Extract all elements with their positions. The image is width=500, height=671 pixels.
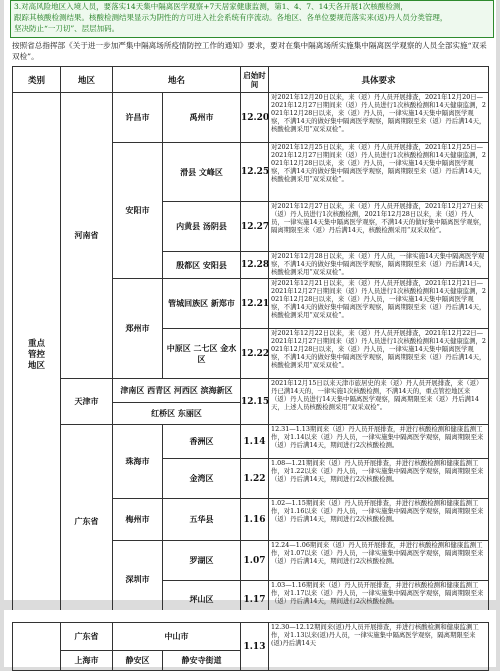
table-row [13, 425, 489, 459]
place-cell: 中原区 二七区 金水区 [163, 329, 241, 379]
place-cell: 红桥区 东丽区 [113, 403, 241, 425]
control-table-continued [12, 622, 489, 671]
province-cell: 上海市 [61, 651, 113, 671]
table-row [13, 93, 489, 143]
requirement-cell: 对2021年12月21日以来，来（返）丹人员开展排查，2021年12月21日—2021年12月27日期间来（返）丹人员进行1次核酸检测和14天健康监测，2021年12月28日以来，来（返）丹人员，一律实施14天集中隔离医学观察，不满14天的做好集中隔离医学观察，隔离期限至来（返）丹后满14天，核酸检测采用“双采双检”。 [269, 279, 489, 329]
province-cell: 广东省 [61, 425, 113, 619]
document-page-2 [4, 610, 496, 667]
category-cell [13, 623, 61, 671]
place-cell: 中山市 [113, 623, 241, 651]
place-cell: 坪山区 [163, 581, 241, 619]
notice-line: 3.对高风险地区入境人员，要落实14天集中隔离医学观察+7天居家健康监测，第1、4、7、14天各开展1次核酸检测， [14, 2, 408, 11]
table-row [13, 379, 489, 403]
place-cell: 内黄县 汤阴县 [163, 202, 241, 252]
date-cell: 1.16 [241, 499, 269, 541]
notice-line: 坚决防止“一刀切”、层层加码。 [14, 24, 120, 33]
requirement-cell: 对2021年12月28日以来，来（返）丹人员，一律实施14天集中隔离医学观察，不满14天的做好集中隔离医学观察，隔离期限至来（返）丹后满14天，核酸检测采用“双采双检”。 [269, 252, 489, 279]
city-cell: 珠海市 [113, 425, 163, 499]
date-cell: 12.22 [241, 329, 269, 379]
requirement-cell: 1.02—1.15期间来（返）丹人员开展排查，并进行核酸检测和健康监测工作，对1.16以来（返）丹人员，一律实施集中隔离医学观察，隔离期限至来（返）丹后满14天，期间进行2次核酸检测。 [269, 499, 489, 541]
control-table [12, 66, 489, 619]
policy-description: 按照省总指挥部《关于进一步加严集中隔离场所疫情防控工作的通知》要求，要对在集中隔离场所实施集中隔离医学观察的人员全部实施“双采双检”。 [12, 41, 487, 61]
date-cell: 1.13 [241, 623, 269, 671]
date-cell: 1.17 [241, 581, 269, 619]
table-header-row [13, 67, 489, 93]
place-cell: 禹州市 [163, 93, 241, 143]
header-place: 地名 [113, 67, 241, 93]
place-cell: 香洲区 [163, 425, 241, 459]
requirement-cell: 对2021年12月25日以来，来（返）丹人员开展排查，2021年12月25日—2021年12月27日期间来（返）丹人员进行1次核酸检测和14天健康监测，2021年12月28日以来，来（返）丹人员，一律实施14天集中隔离医学观察，不满14天的做好集中隔离医学观察，隔离期限至来（返）丹后满14天，核酸检测采用“双采双检”。 [269, 143, 489, 202]
notice-line: 跟踪其核酸检测结果。核酸检测结果显示为阴性的方可进入社会系统有序流动。各地区、各单位要规范落实来(返)丹人员分类管理， [14, 13, 448, 22]
city-cell: 安阳市 [113, 143, 163, 279]
requirement-cell: 12.30—12.12期间来(返)丹人员开展排查，并进行核酸检测和健康监测工作，对1.13以来(返)丹人员，一律实施集中隔离医学观察，隔离期限至来(返)丹后满14天 [269, 623, 489, 671]
requirement-cell: 1.03—1.16期间来（返）丹人员开展排查，并进行核酸检测和健康监测工作，对1.17以来（返）丹人员，一律实施集中隔离医学观察，隔离期限至来（返）丹后满14天，期间进行2次核酸检测。 [269, 581, 489, 619]
requirement-cell: 12.31—1.13期间来（返）丹人员开展排查，并进行核酸检测和健康监测工作，对1.14以来（返）丹人员，一律实施集中隔离医学观察，隔离期限至来（返）丹后满14天，期间进行2次核酸检测。 [269, 425, 489, 459]
place-cell: 殷都区 安阳县 [163, 252, 241, 279]
city-cell: 深圳市 [113, 541, 163, 619]
city-cell: 静安区 [113, 651, 163, 671]
city-cell: 郑州市 [113, 279, 163, 379]
place-cell: 滑县 文峰区 [163, 143, 241, 202]
header-requirement: 具体要求 [269, 67, 489, 93]
header-date: 启始时间 [241, 67, 269, 93]
notice-box [10, 0, 494, 38]
place-cell: 金湾区 [163, 459, 241, 499]
province-cell: 广东省 [61, 623, 113, 651]
requirement-cell: 12.24—1.06期间来（返）丹人员开展排查，并进行核酸检测和健康监测工作，对1.07以来（返）丹人员，一律实施集中隔离医学观察，隔离期限至来（返）丹后满14天，期间进行2次核酸检测。 [269, 541, 489, 581]
date-cell: 12.25 [241, 143, 269, 202]
province-cell: 河南省 [61, 93, 113, 379]
place-cell: 津南区 西青区 河西区 滨海新区 [113, 379, 241, 403]
place-cell: 静安寺街道 [163, 651, 241, 671]
province-cell: 天津市 [61, 379, 113, 425]
city-cell: 许昌市 [113, 93, 163, 143]
date-cell: 12.28 [241, 252, 269, 279]
category-cell: 重点管控地区 [13, 93, 61, 619]
requirement-cell: 对2021年12月27日以来，来（返）丹人员开展排查，2021年12月27日来（返）丹人员进行1次核酸检测，2021年12月28日以来，来（返）丹人员，一律实施14天集中隔离医学观察，不满14天的做好集中隔离医学观察，隔离期限至来（返）丹后满14天，核酸检测采用“双采双检”。 [269, 202, 489, 252]
date-cell: 12.20 [241, 93, 269, 143]
date-cell: 12.21 [241, 279, 269, 329]
header-category: 类别 [13, 67, 61, 93]
place-cell: 五华县 [163, 499, 241, 541]
header-region: 地区 [61, 67, 113, 93]
place-cell: 罗湖区 [163, 541, 241, 581]
place-cell: 管城回族区 新郑市 [163, 279, 241, 329]
city-cell: 梅州市 [113, 499, 163, 541]
requirement-cell: 对2021年12月20日以来，来（返）丹人员开展排查，2021年12月20日—2021年12月27日期间来（返）丹人员进行1次核酸检测和14天健康监测，2021年12月28日以来，来（返）丹人员，一律实施14天集中隔离医学观察，不满14天的做好集中隔离医学观察，隔离期限至来（返）丹后满14天，核酸检测采用“双采双检”。 [269, 93, 489, 143]
document-page [4, 0, 496, 605]
date-cell: 1.22 [241, 459, 269, 499]
date-cell: 1.14 [241, 425, 269, 459]
requirement-cell: 1.08—1.21期间来（返）丹人员开展排查，并进行核酸检测和健康监测工作，对1.22以来（返）丹人员，一律实施集中隔离医学观察，隔离期限至来（返）丹后满14天，期间进行2次核酸检测。 [269, 459, 489, 499]
date-cell: 1.07 [241, 541, 269, 581]
requirement-cell: 对2021年12月22日以来，来（返）丹人员开展排查，2021年12月22日—2021年12月27日期间来（返）丹人员进行1次核酸检测和14天健康监测，2021年12月28日以来，来（返）丹人员，一律实施14天集中隔离医学观察，不满14天的做好集中隔离医学观察，隔离期限至来（返）丹后满14天，核酸检测采用“双采双检”。 [269, 329, 489, 379]
requirement-cell: 2021年12月15日以来天津市旅居史的来（返）丹人员开展排查，来（返）丹已满14天的，一律实施1次核酸检测，不满14天的，重点管控地区来（返）丹人员进行14天集中隔离医学观察，隔离期限至来（返）丹后满14天，上述人员核酸检测采用“双采双检”。 [269, 379, 489, 425]
date-cell: 12.15 [241, 379, 269, 425]
date-cell: 12.27 [241, 202, 269, 252]
table-row [13, 623, 489, 651]
